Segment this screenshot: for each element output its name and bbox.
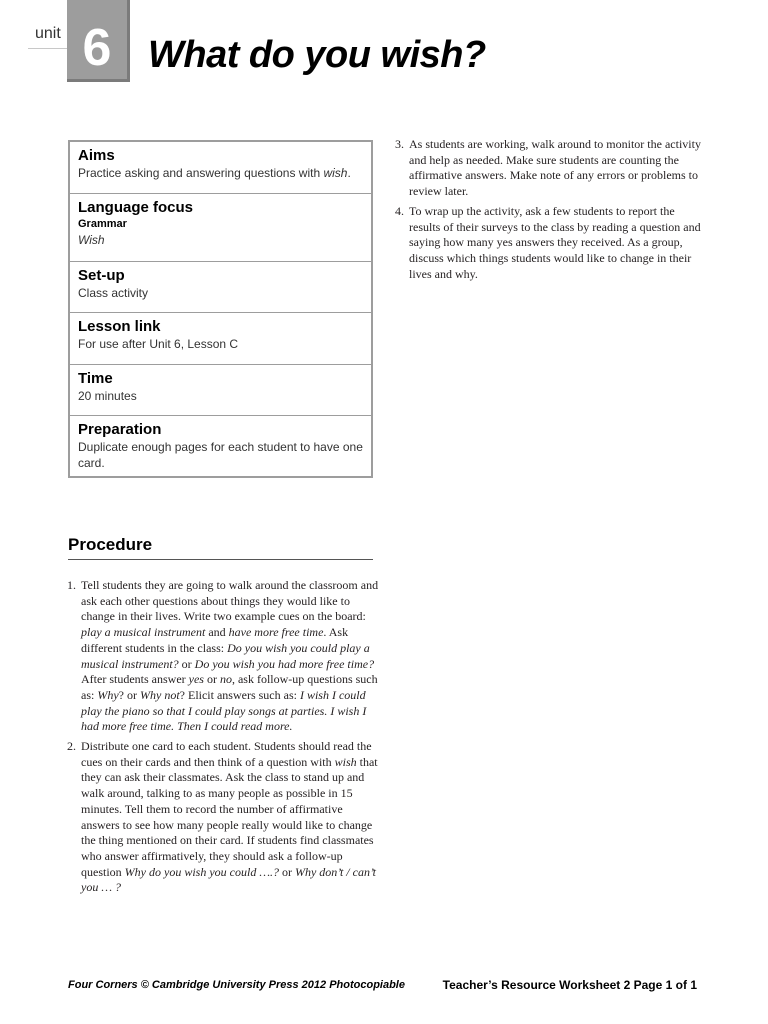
step-number: 3.: [395, 137, 404, 151]
italic-text-run: no: [219, 672, 232, 687]
step-number: 2.: [67, 739, 76, 754]
text-run: or: [203, 672, 220, 687]
italic-text-run: Why: [97, 687, 119, 702]
lesson-link-section: [70, 313, 371, 365]
procedure-heading: Procedure: [68, 535, 373, 560]
italic-text-run: Do you wish you had more free time?: [194, 656, 375, 671]
footer-page-info: Teacher’s Resource Worksheet 2 Page 1 of 1: [442, 978, 697, 992]
aims-text-main: Practice asking and answering questions with: [78, 166, 324, 180]
italic-text-run: wish: [334, 754, 357, 769]
aims-text: [78, 165, 363, 181]
lesson-link-text: For use after Unit 6, Lesson C: [78, 337, 239, 351]
setup-heading: Set-up: [78, 267, 125, 284]
preparation-section: [70, 416, 371, 471]
aims-heading: Aims: [78, 147, 115, 164]
text-run: or: [178, 656, 195, 671]
preparation-text: Duplicate enough pages for each student to have one card.: [78, 440, 363, 470]
language-focus-text: Wish: [78, 233, 105, 247]
procedure-step-1: [67, 578, 379, 735]
italic-text-run: yes: [188, 672, 204, 687]
step-text: [409, 204, 707, 283]
lesson-link-heading: Lesson link: [78, 318, 161, 335]
unit-number: 6: [82, 19, 112, 77]
step-text: [81, 578, 379, 735]
aims-text-end: .: [347, 166, 351, 180]
setup-text: Class activity: [78, 286, 149, 300]
step-text: [81, 739, 379, 896]
text-run: ? Elicit answers such as:: [179, 687, 300, 702]
italic-text-run: Why not: [140, 687, 180, 702]
setup-section: [70, 262, 371, 313]
italic-text-run: Do you wish you could play a musical instrument?: [81, 640, 370, 671]
procedure-list-left: [67, 578, 379, 900]
text-run: . Ask different students in the class:: [81, 625, 349, 655]
page-title: What do you wish?: [148, 34, 486, 76]
text-run: and: [205, 625, 229, 640]
procedure-list-right: [395, 137, 707, 286]
grammar-subheading: Grammar: [78, 218, 127, 230]
text-run: As students are working, walk around to monitor the activity and help as needed. Make sure students are counting the affirmative answers. Make note of any errors or problems to review later.: [409, 137, 701, 199]
text-run: Tell students they are going to walk around the classroom and ask each other questions about things they would like to change in their lives. Write two example cues on the board:: [81, 578, 379, 624]
text-run: After students answer: [81, 672, 189, 687]
unit-label: unit: [35, 25, 61, 42]
italic-text-run: have more free time: [228, 625, 324, 640]
time-text: 20 minutes: [78, 389, 137, 403]
language-focus-section: [70, 194, 371, 262]
footer-copyright: Four Corners © Cambridge University Press 2012 Photocopiable: [68, 979, 405, 991]
lesson-info-box: [68, 140, 373, 478]
preparation-heading: Preparation: [78, 421, 162, 438]
aims-section: [70, 142, 371, 194]
text-run: that they can ask their classmates. Ask the class to stand up and walk around, talking to as many people as possible in 15 minutes. Tell them to record the number of affirmative answers to see how many people really would like to change the thing mentioned on their card. If students find classmates who answer affirmatively, they should ask a follow-up question: [81, 754, 378, 879]
time-heading: Time: [78, 370, 113, 387]
italic-text-run: I wish I could play the piano so that I could play songs at parties. I wish I had more free time. Then I could read more.: [81, 687, 367, 734]
italic-text-run: play a musical instrument: [81, 625, 206, 640]
step-text: [409, 137, 707, 200]
aims-text-italic: wish: [323, 166, 348, 180]
procedure-step-4: [395, 204, 707, 283]
language-focus-heading: Language focus: [78, 199, 194, 216]
procedure-step-2: [67, 739, 379, 896]
time-section: [70, 365, 371, 416]
step-number: 1.: [67, 578, 76, 592]
text-run: , ask follow-up questions such as:: [81, 672, 378, 702]
italic-text-run: Why don’t / can’t you … ?: [81, 864, 376, 895]
text-run: ? or: [118, 687, 140, 702]
text-run: To wrap up the activity, ask a few students to report the results of their surveys to the class by reading a question and saying how many yes answers they received. As a group, discuss which things students would like to change in their lives and why.: [409, 203, 701, 281]
text-run: Distribute one card to each student. Students should read the cues on their cards and then think of a question with: [81, 739, 372, 769]
step-number: 4.: [395, 203, 404, 218]
italic-text-run: Why do you wish you could ….?: [124, 864, 279, 879]
procedure-step-3: [395, 137, 707, 200]
text-run: or: [278, 864, 295, 879]
